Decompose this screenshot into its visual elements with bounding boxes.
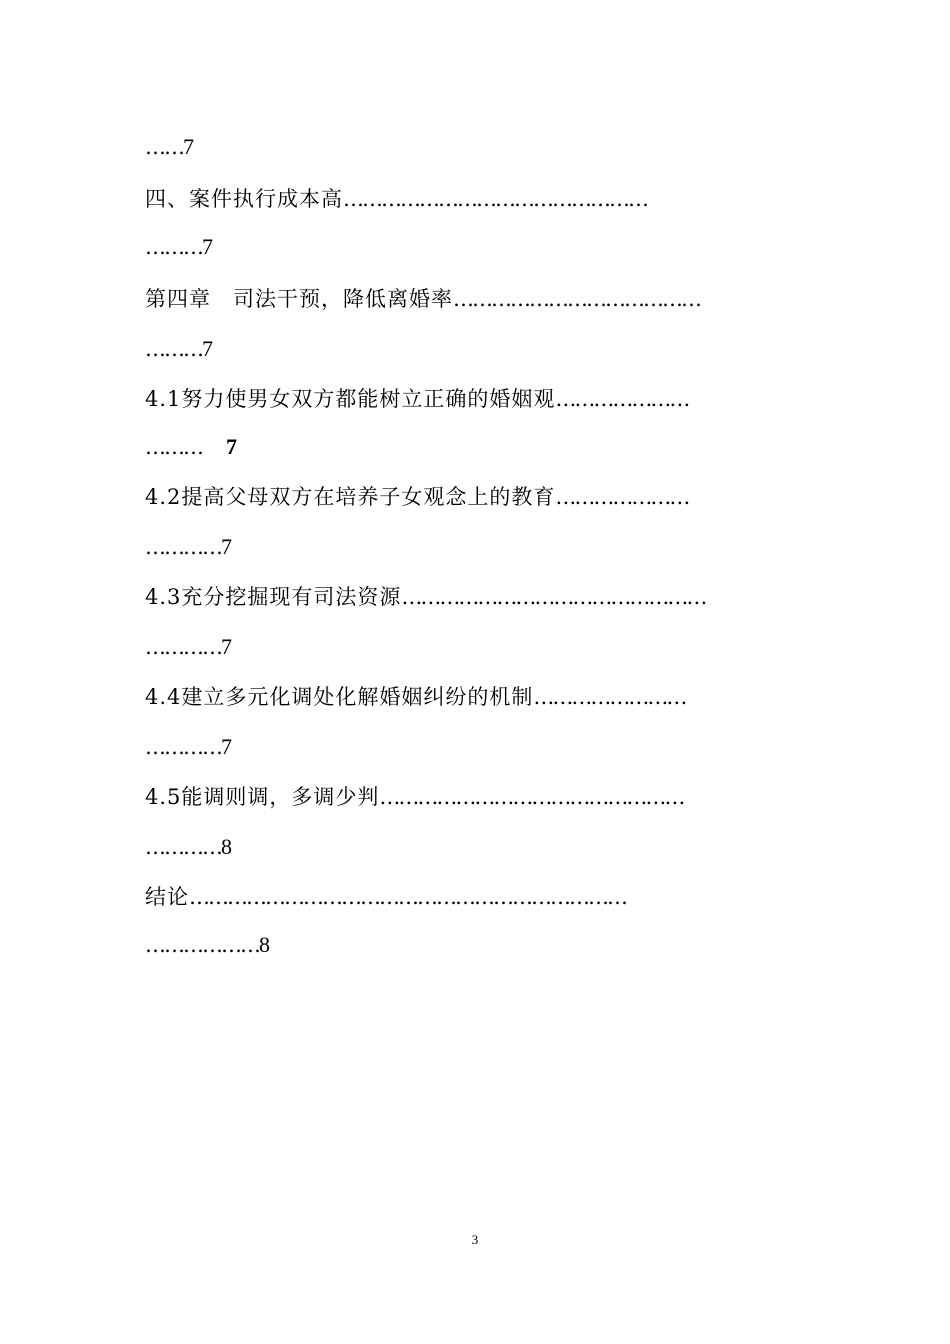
toc-entry-4-3[interactable] <box>145 582 705 612</box>
leader-dots: ………………………………………… <box>379 785 684 809</box>
entry-title: 结论 <box>145 885 189 909</box>
leader-dots: ………………………………………… <box>343 187 647 211</box>
leader-dots: ………………… <box>555 387 689 411</box>
page-number: 7 <box>183 134 194 159</box>
leader-dots: ………………………………………… <box>401 585 706 609</box>
page-number: 8 <box>221 834 232 859</box>
toc-entry-4-4-page <box>145 732 232 762</box>
toc-entry-conclusion[interactable] <box>145 882 626 912</box>
page-number: 7 <box>221 634 232 659</box>
leader-dots: ………… <box>145 635 221 659</box>
page-number: 7 <box>226 434 237 459</box>
toc-entry-4-2-page <box>145 532 232 562</box>
toc-entry-case-execution-cost-page <box>145 232 213 262</box>
leader-dots: ………… <box>145 735 221 759</box>
entry-title: 4.5能调则调，多调少判 <box>145 785 380 809</box>
toc-entry-4-5[interactable] <box>145 782 683 812</box>
leader-dots: ……………… <box>145 933 259 957</box>
leader-dots: ……… <box>145 235 202 259</box>
page-number: 7 <box>202 336 213 361</box>
toc-entry-case-execution-cost[interactable] <box>145 184 647 214</box>
page-footer-number: 3 <box>471 1232 479 1247</box>
page-number: 7 <box>221 734 232 759</box>
toc-entry-chapter-four-page <box>145 334 213 364</box>
toc-entry-4-1[interactable] <box>145 384 688 414</box>
toc-entry-4-3-page <box>145 632 232 662</box>
page-number: 8 <box>259 932 270 957</box>
toc-line-1 <box>145 132 194 162</box>
leader-dots: …………………… <box>533 685 686 709</box>
leader-dots: …………………………………………………………… <box>189 885 626 909</box>
leader-dots: ……… <box>145 435 202 459</box>
leader-dots: ………… <box>145 535 221 559</box>
entry-title: 4.1努力使男女双方都能树立正确的婚姻观 <box>145 387 556 411</box>
leader-dots: …… <box>145 135 183 159</box>
entry-title: 4.4建立多元化调处化解婚姻纠纷的机制 <box>145 685 534 709</box>
page-number: 7 <box>202 234 213 259</box>
toc-entry-conclusion-page <box>145 930 270 960</box>
leader-dots: ……… <box>145 337 202 361</box>
toc-entry-chapter-four[interactable] <box>145 284 700 314</box>
leader-dots: ………… <box>145 835 221 859</box>
toc-entry-4-4[interactable] <box>145 682 685 712</box>
toc-entry-4-2[interactable] <box>145 482 688 512</box>
page-number: 7 <box>221 534 232 559</box>
entry-title: 第四章 司法干预，降低离婚率 <box>145 287 453 311</box>
leader-dots: ………………… <box>555 485 689 509</box>
entry-title: 4.3充分挖掘现有司法资源 <box>145 585 402 609</box>
leader-dots: ………………………………… <box>453 287 700 311</box>
toc-entry-4-1-page <box>145 432 237 462</box>
entry-title: 4.2提高父母双方在培养子女观念上的教育 <box>145 485 556 509</box>
toc-entry-4-5-page <box>145 832 232 862</box>
entry-title: 四、案件执行成本高 <box>145 187 343 211</box>
